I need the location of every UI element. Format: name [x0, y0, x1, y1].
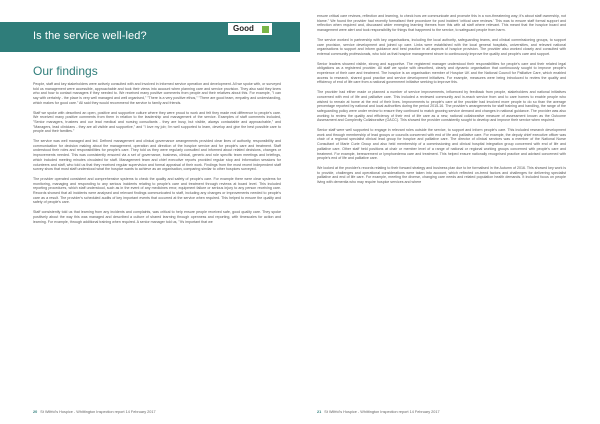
paragraph: Senior staff were well supported to engage in relevant roles outside the service, to support and inform people's care. This included research development work and through membership of lead groups or councils concerned with end of life and palliative care. For example, the deputy chief executive officer was chair of a regional specialist clinical lead group for hospice and palliative care. The director of clinical services was a member of the National Nurse Consultant of Marie Curie Group and also held membership of a commissioning and clinical hospital integration group concerned with end of life and palliative care. Other staff held positions at chair or member level of a range of national or regional working groups concerned with people's care and treatment. For example, bereavement or lymphoedema care and treatment. This helped ensure nationally recognised practice and advised concerned with people's end of life and palliative care. [317, 128, 566, 161]
paragraph: Senior leaders showed visible, strong and supportive. The registered manager understood their responsibilities for people's care and their related legal obligations as a registered provider. All staff we spoke with described, clearly and dynamic organisation that continuously sought to improve people's experience of their care and treatment. The hospice is an organisation member of Hospice UK and the National Council for Palliative Care, which enabled access to research, shared good practice and service development initiatives. For example, measures were being introduced to review the quality and efficiency of end of life care from a national government initiative seeking to improve this. [317, 61, 566, 85]
right-column-text [317, 14, 566, 190]
rating-indicator-icon [262, 26, 269, 33]
page-title: Is the service well-led? [33, 30, 147, 42]
page-footer [317, 410, 440, 414]
paragraph: The service was well managed and led. Defined management and clinical governance arrangements provided clear lines of authority, responsibility and communication for decision making about the management, operation and direction of the hospice service and for people's care and treatment. Staff understood their roles and responsibilities for people's care. They told us they were regularly consulted and informed about related decisions, changes or improvements needed. This was consistently ensured via a set of governance, business, clinical, generic and role specific team meetings and briefings, which included meeting minutes circulated for staff. Management team and chief executive reports provided regular stop and information sessions for volunteers and staff, who told us that they received regular supervision and formal appraisal of their work. Findings from the most recent independent staff survey show that most staff understood what the hospice wants to achieve as an organisation, comparing similar to other hospices surveyed. [33, 139, 281, 172]
paragraph: The service worked in partnership with key organisations, including the local authority, safeguarding teams, and clinical commissioning groups, to support care provision, service development and joined up care. Links were established with the local general hospitals, universities, and relevant national organisations to support and inform guidance and best practice in all aspects of hospice provision. The provider also worked closely and consulted with external community professionals, who told us that hospice management strove to continuously improve the quality and people's care and support. [317, 37, 566, 56]
footer-text: St Wilfrid's Hospice - Whittington Inspection report 14 February 2017 [324, 410, 440, 414]
page-number: 20 [33, 410, 38, 414]
left-column-text [33, 82, 281, 229]
footer-text: St Wilfrid's Hospice - Whittington Inspection report 14 February 2017 [40, 410, 156, 414]
section-heading: Our findings [33, 64, 98, 78]
page-number: 21 [317, 410, 322, 414]
rating-label: Good [233, 24, 254, 33]
paragraph: The provider had either made or planned a number of service improvements, influenced by feedback from people, stakeholders and national initiatives concerned with end of life and palliative care. This included a reviewed community and in-reach service from and to care homes to enable people who wished to remain at home at the end of their lives. Improvements to people's care at the provider had involved more people to do so than the average percentage reported by national and local authorities during the period 2015-16. The provider's arrangements for staff training and handling, the range of the safeguarding policy were under review to ensure they continued to match growing service demand and changes in national guidance. The provider was also working to review the quality and efficiency of their end of life care as a new, national collaborative measure of assessment known as the Outcome Assessment and Complexity Collaborative (OACC). This showed the provider consistently sought to develop and improve their service when required. [317, 90, 566, 123]
paragraph: Staff consistently told us that learning from any incidents and complaints, was critical to help ensure people received safe, good quality care. They spoke positively about the way this was managed and described a culture of shared learning through openness and reporting, with timescales for action and learning. For example, through additional training when required. A senior manager told us, "It's important that we [33, 210, 281, 224]
paragraph: People, staff and key stakeholders were actively consulted with and involved in informed service operation and development. All we spoke with, or surveyed told us management were accessible, approachable and took their views into account when planning care and service provision. They also said they knew who and how to contact managers if they needed to. We received many positive comments from people and their relatives about this. For example, "I can say with certainty - the place is very well managed and well organised," "There is a very positive ethos," "There are good team, empathy and understanding, which makes for good care." All said they would recommend the service to family and friends. [33, 82, 281, 105]
paragraph: The provider operated consistent and comprehensive systems to check the quality and safety of people's care. For example there were clear systems for monitoring, managing and responding to any serious incidents relating to people's care and treatment through reviews at board level. This included reporting procedures, which staff understood, such as in the event of any medicines error, equipment failure or serious injury to any person receiving care. Records showed that all incidents were analysed and relevant findings communicated to staff, including any changes or improvements needed to people's care as a result. The provider's scheduled audits of key important events that occurred at the service when required. This helped to ensure the quality and safety of people's care. [33, 176, 281, 205]
paragraph: Staff we spoke with described an open, positive and supportive culture where they were proud to work and felt they made real difference to people's care. We received many positive comments from them in relation to the leadership and management of the service. Examples of staff comments included, "Senior managers, trustees and our lead medical and nursing consultants - they are busy, but visible, always contactable and approachable," and "Managers, lead clinicians - they are all visible and supportive," and "I love my job; I'm well supported to learn, develop and give the best possible care to people and their families." [33, 110, 281, 134]
paragraph: ensure critical care reviews, reflection and learning, to check how we communicate and promote this in a non-threatening way; it's about staff ownership, not blame." We found the provider had recently formalised their procedure for post incident 'critical care reviews.' This was to ensure staff formal support and reflection when required and, discussed wider emerging learning themes from this with all staff where relevant. This meant that the hospice board and management were alert and took responsibility for things that happened to the service, to safeguard people from harm. [317, 14, 566, 33]
page-footer [33, 410, 156, 414]
paragraph: We looked at the provider's records relating to their forward strategy and business plan due to be formalised in the Autumn of 2016. This showed key work is to provide, challenges and operational considerations were taken into account, which reflected on-trend factors and challenges for delivering specialist palliative and end of life care. For example, meeting the diverse, changing care needs and related population health demands. It included focus on people living with dementia who may require hospice services and where [317, 165, 566, 185]
right-page [300, 0, 600, 424]
rating-badge [227, 22, 273, 36]
